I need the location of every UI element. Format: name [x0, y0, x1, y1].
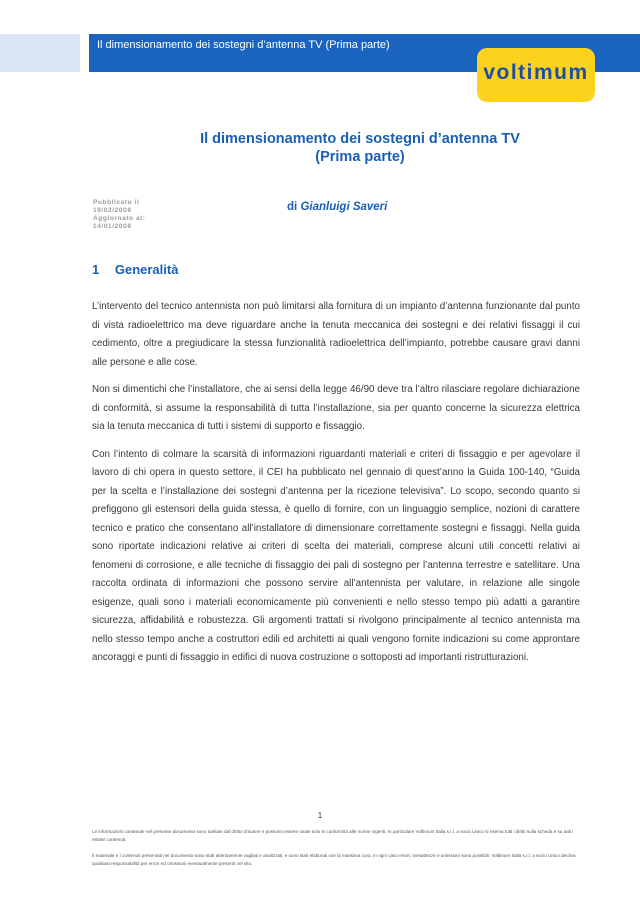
published-date: 19/02/2008 — [93, 207, 132, 214]
logo-text: voltimum — [483, 61, 589, 84]
published-label: Pubblicato il — [93, 199, 140, 206]
header-accent-block — [0, 34, 80, 72]
paragraph: Con l’intento di colmare la scarsità di informazioni riguardanti materiali e criteri di fissaggio e per agevolare il lavoro di chi opera in questo settore, il CEI ha pubblicato nel gennaio di quest’anno la Guida 100-140, “Guida per la scelta e l’installazione dei sostegni d’antenna per la ricezione televisiva”. Lo scopo, secondo quanto si prefiggono gli estensori della guida stessa, è quello di fornire, con un linguaggio semplice, nozioni di carattere tecnico e pratico che consentano all’installatore di dimensionare correttamente sostegni e fissaggi. Nella guida sono riportate indicazioni relative ai criteri di scelta dei materiali, comprese alcuni utili concetti relativi ai fenomeni di corrosione, e alle tecniche di fissaggio dei pali di sostegno per l’antenna terrestre e satellitare. Una raccolta ordinata di informazioni che possono servire all’antennista per valutare, in relazione alle singole esigenze, quali sono i materiali economicamente più convenienti e nello stesso tempo più adatti a garantire sicurezza, affidabilità e robustezza. Gli argomenti trattati si rivolgono principalmente al tecnico antennista ma nello stesso tempo anche a costruttori edili ed architetti ai quali vengono fornite indicazioni su come approntare ancoraggi e punti di fissaggio in edifici di nuova costruzione o sottoposti ad importanti ristrutturazioni. — [92, 448, 580, 663]
section-number: 1 — [92, 262, 100, 277]
author-line — [287, 201, 387, 213]
section-title: Generalità — [114, 262, 179, 277]
voltimum-logo — [477, 48, 595, 102]
document-title — [80, 130, 640, 166]
header-title: Il dimensionamento dei sostegni d’antenna TV (Prima parte) — [97, 39, 390, 51]
author-name: Gianluigi Saveri — [300, 201, 388, 213]
section-heading — [92, 262, 178, 277]
paragraph: L’intervento del tecnico antennista non può limitarsi alla fornitura di un impianto d’antenna funzionante dal punto di vista radioelettrico ma deve riguardare anche la tenuta meccanica dei sostegni e dei relativi fissaggi il cui cedimento, oltre a pregiudicare la stessa funzionalità radioelettrica dell’impianto, potrebbe causare gravi danni alle persone e alle cose. — [92, 301, 580, 368]
page-number: 1 — [317, 811, 323, 820]
title-line-2: (Prima parte) — [315, 149, 405, 165]
paragraph: Non si dimentichi che l’installatore, che ai sensi della legge 46/90 deve tra l’altro rilasciare regolare dichiarazione di conformità, si assume la responsabilità di tutta l’installazione, sia per quanto concerne la sicurezza elettrica sia la tenuta meccanica di tutti i sistemi di supporto e fissaggio. — [92, 384, 580, 432]
footer-disclaimer-note: Il materiale e i contenuti presentati nel documento sono stati attentamente vagliati e analizzati, e sono stati elaborati con la massima cura. In ogni caso errori, inesattezze e omissioni sono possibili. Voltimum Italia s.r.l. a socio Unico declina qualsiasi responsabilità per errori ed omissioni eventualmente presenti nel sito. — [92, 853, 576, 866]
updated-label: Aggiornato al: — [93, 215, 146, 222]
updated-date: 14/01/2008 — [93, 223, 132, 230]
publication-meta — [93, 199, 145, 231]
body-text — [92, 298, 580, 677]
author-prefix: di — [287, 201, 298, 213]
title-line-1: Il dimensionamento dei sostegni d’antenna TV — [200, 131, 520, 147]
footer-copyright-note: Le informazioni contenute nel presente documento sono tutelate dal diritto d’autore e possono essere usate solo in conformità alle norme vigenti. In particolare Voltimum Italia s.r.l. a socio Unico si riserva tutti i diritti sulla scheda e su tutti i relativi contenuti. — [92, 829, 574, 842]
